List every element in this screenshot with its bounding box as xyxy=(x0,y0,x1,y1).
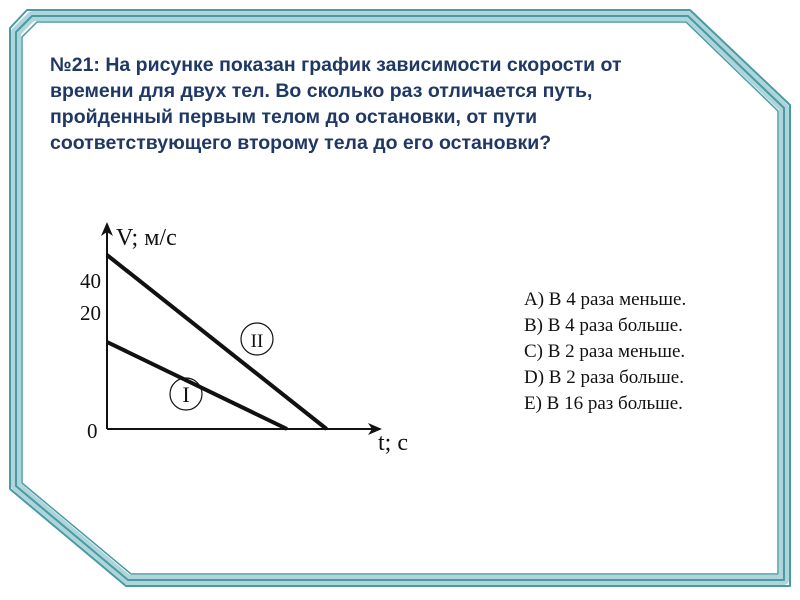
question-text xyxy=(50,52,710,156)
question-line: пройденный первым телом до остановки, от пути xyxy=(50,106,538,128)
line-label-I-text: I xyxy=(182,382,190,407)
answer-options xyxy=(524,287,686,417)
velocity-time-graph xyxy=(80,210,440,470)
answer-option-c[interactable]: C) В 2 раза меньше. xyxy=(524,341,686,362)
question-line: времени для двух тел. Во сколько раз отличается путь, xyxy=(50,80,593,102)
answer-option-e[interactable]: E) В 16 раз больше. xyxy=(524,393,683,414)
answer-option-b[interactable]: B) В 4 раза больше. xyxy=(524,315,683,336)
y-tick-label: 40 xyxy=(80,269,101,293)
line-label-I xyxy=(170,378,202,410)
series-line-II xyxy=(107,255,327,429)
x-axis-label: t; с xyxy=(378,430,408,456)
question-line: соответствующего второму тела до его остановки? xyxy=(50,132,552,154)
line-label-II xyxy=(241,323,273,355)
answer-option-a[interactable]: A) В 4 раза меньше. xyxy=(524,289,687,310)
y-tick-label: 20 xyxy=(80,301,101,325)
answer-option-d[interactable]: D) В 2 раза больше. xyxy=(524,367,684,388)
question-line: №21: На рисунке показан график зависимости скорости от xyxy=(50,54,622,76)
origin-label: 0 xyxy=(87,419,98,443)
line-label-II-text: II xyxy=(250,331,264,352)
y-axis-label: V; м/с xyxy=(116,225,177,251)
